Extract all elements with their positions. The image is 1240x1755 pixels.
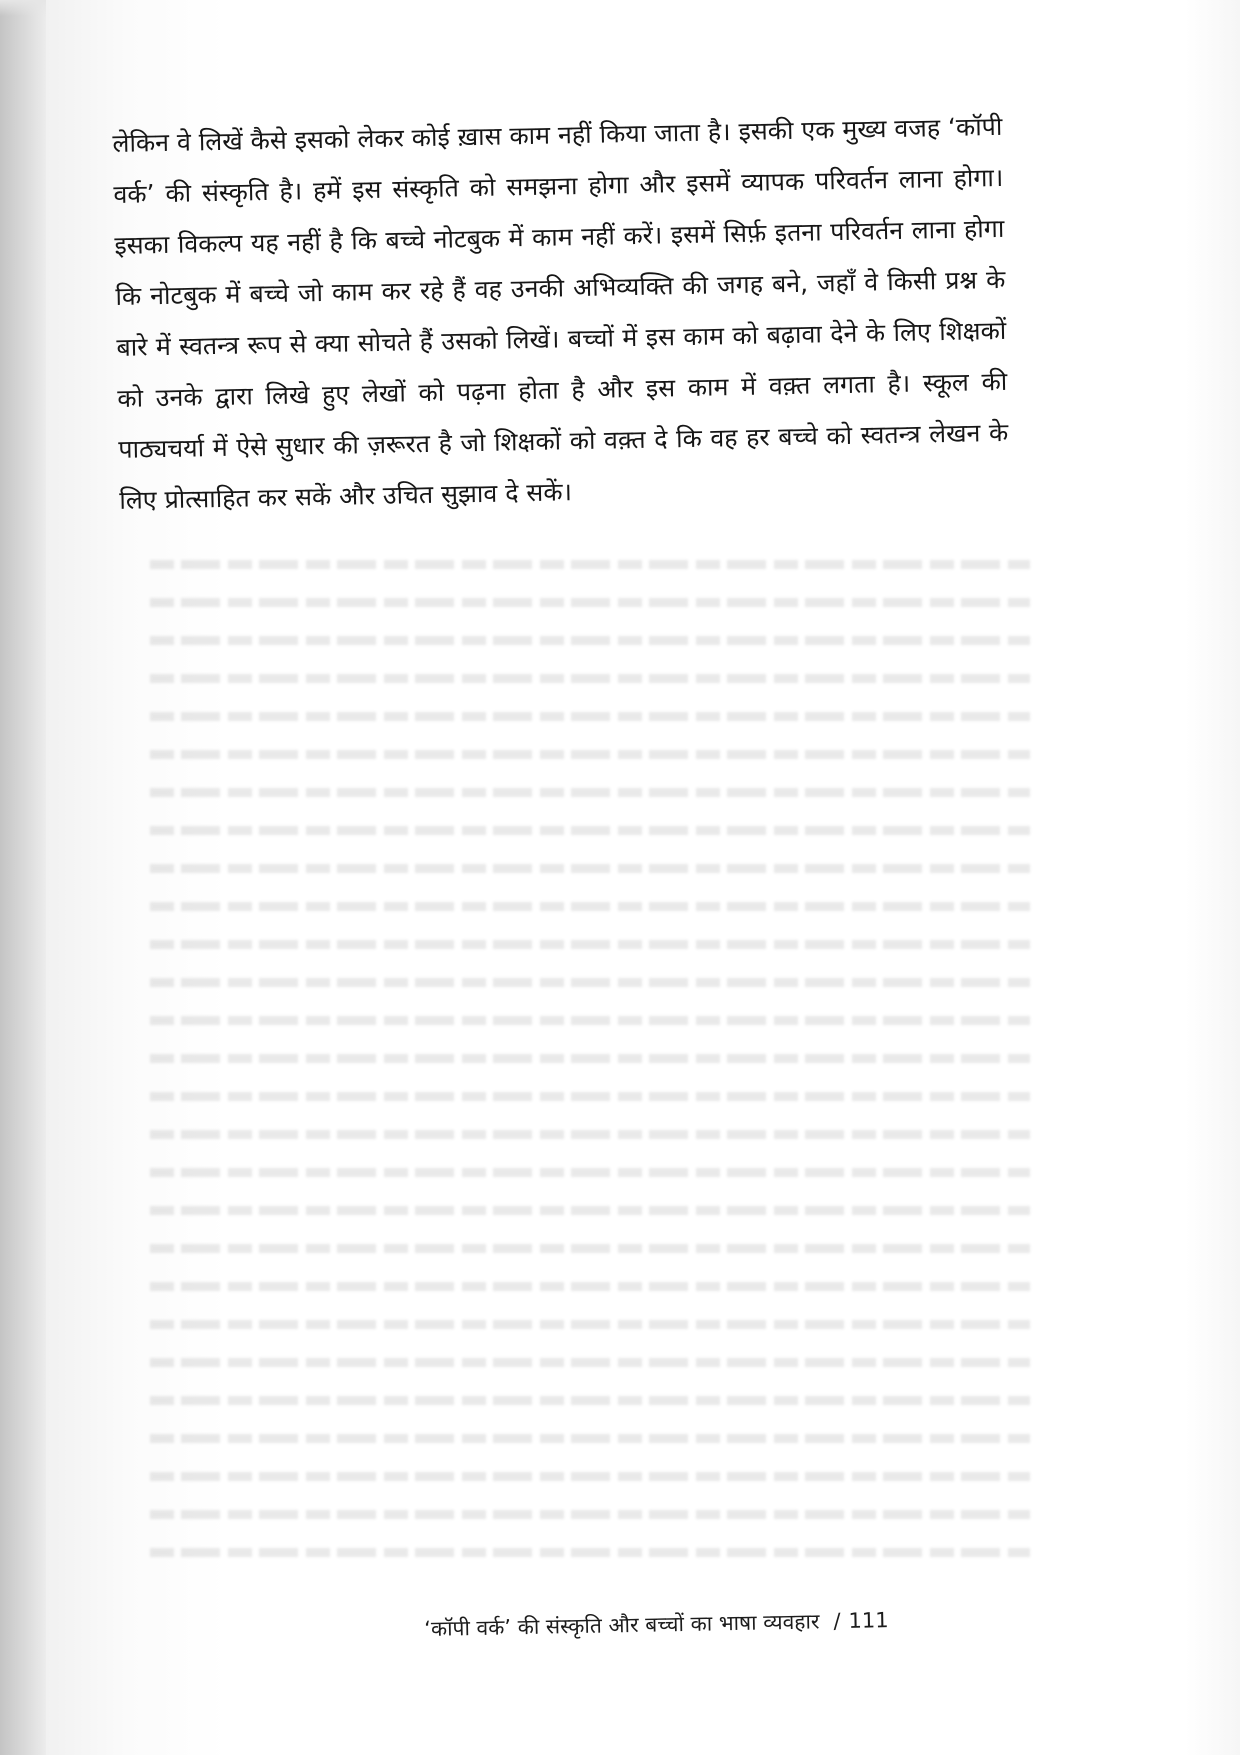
scan-left-shadow <box>0 0 46 1755</box>
footer-separator: / <box>833 1609 841 1634</box>
page-number: 111 <box>848 1608 889 1633</box>
running-title: ‘कॉपी वर्क’ की संस्कृति और बच्चों का भाषा व्यवहार <box>424 1609 820 1641</box>
bleed-through-text <box>150 560 1030 1590</box>
body-paragraph: लेकिन वे लिखें कैसे इसको लेकर कोई ख़ास काम नहीं किया जाता है। इसकी एक मुख्य वजह ‘कॉपी वर्क’ की संस्कृति है। हमें इस संस्कृति को समझना होगा और इसमें व्यापक परिवर्तन लाना होगा। इसका विकल्प यह नहीं है कि बच्चे नोटबुक में काम नहीं करें। इसमें सिर्फ़ इतना परिवर्तन लाना होगा कि नोटबुक में बच्चे जो काम कर रहे हैं वह उनकी अभिव्यक्ति की जगह बने, जहाँ वे किसी प्रश्न के बारे में स्वतन्त्र रूप से क्या सोचते हैं उसको लिखें। बच्चों में इस काम को बढ़ावा देने के लिए शिक्षकों को उनके द्वारा लिखे हुए लेखों को पढ़ना होता है और इस काम में वक़्त लगता है। स्कूल की पाठ्यचर्या में ऐसे सुधार की ज़रूरत है जो शिक्षकों को वक़्त दे कि वह हर बच्चे को स्वतन्त्र लेखन के लिए प्रोत्साहित कर सकें और उचित सुझाव दे सकें। <box>112 111 1009 515</box>
page-right-edge <box>1186 0 1240 1755</box>
